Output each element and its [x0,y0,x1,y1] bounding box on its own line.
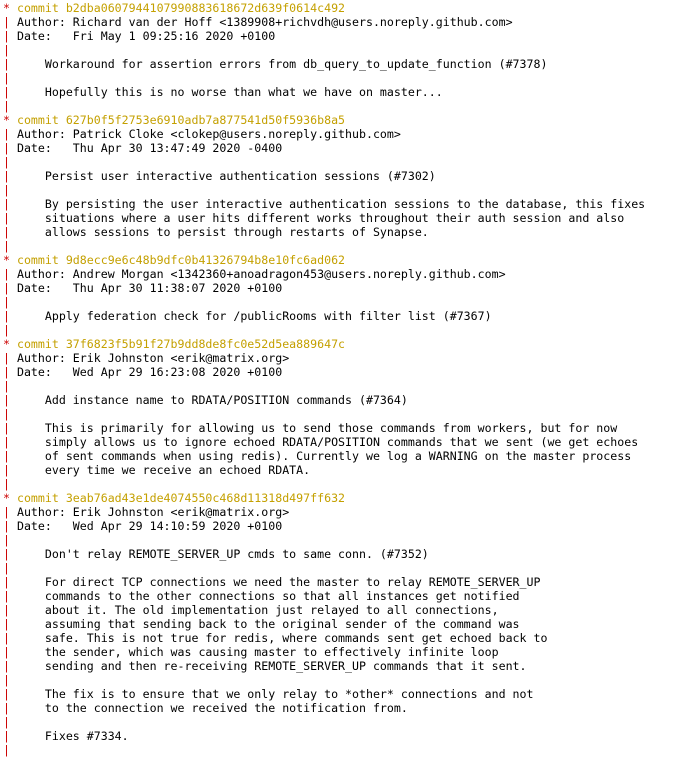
graph-pipe: | [3,323,10,337]
graph-pipe: | [3,659,10,673]
graph-pipe: | [3,141,10,155]
commit-message-line: Hopefully this is no worse than what we have on master... [9,85,443,99]
commit-message-line: By persisting the user interactive authentication sessions to the database, this fixes [9,197,646,211]
graph-pipe: | [3,169,10,183]
graph-pipe: | [3,127,10,141]
commit-message-line: commands to the other connections so that all instances get notified [9,589,520,603]
graph-pipe: | [3,463,10,477]
graph-pipe: | [3,29,10,43]
commit-date: Date: Wed Apr 29 14:10:59 2020 +0100 [9,519,283,533]
commit-message-line: situations where a user hits different works throughout their auth session and also [9,211,625,225]
graph-star-marker: * [3,337,10,351]
graph-pipe: | [3,239,10,253]
graph-pipe: | [3,533,10,547]
graph-pipe: | [3,393,10,407]
graph-pipe: | [3,225,10,239]
graph-pipe: | [3,575,10,589]
commit-author: Author: Erik Johnston <erik@matrix.org> [9,351,290,365]
commit-message-line: Don't relay REMOTE_SERVER_UP cmds to same conn. (#7352) [9,547,429,561]
graph-pipe: | [3,71,10,85]
commit-message-line: to the connection we received the notification from. [9,701,408,715]
commit-hash: commit b2dba0607944107990883618672d639f0614c492 [9,1,346,15]
commit-message-line: sending and then re-receiving REMOTE_SERVER_UP commands that it sent. [9,659,527,673]
graph-pipe: | [3,505,10,519]
commit-author: Author: Andrew Morgan <1342360+anoadragon453@users.noreply.github.com> [9,267,506,281]
graph-star-marker: * [3,1,10,15]
commit-date: Date: Thu Apr 30 11:38:07 2020 +0100 [9,281,283,295]
commit-hash: commit 3eab76ad43e1de4074550c468d11318d497ff632 [9,491,346,505]
commit-author: Author: Erik Johnston <erik@matrix.org> [9,505,290,519]
commit-message-line: safe. This is not true for redis, where commands sent get echoed back to [9,631,548,645]
graph-pipe: | [3,379,10,393]
graph-pipe: | [3,43,10,57]
commit-message-line: Persist user interactive authentication sessions (#7302) [9,169,436,183]
graph-pipe: | [3,85,10,99]
commit-date: Date: Thu Apr 30 13:47:49 2020 -0400 [9,141,283,155]
graph-pipe: | [3,477,10,491]
graph-pipe: | [3,561,10,575]
graph-pipe: | [3,435,10,449]
graph-pipe: | [3,673,10,687]
graph-pipe: | [3,715,10,729]
graph-pipe: | [3,687,10,701]
commit-message-line: every time we receive an echoed RDATA. [9,463,311,477]
commit-message-line: Add instance name to RDATA/POSITION commands (#7364) [9,393,408,407]
graph-pipe: | [3,407,10,421]
commit-message-line: allows sessions to persist through restarts of Synapse. [9,225,429,239]
commit-hash: commit 9d8ecc9e6c48b9dfc0b41326794b8e10fc6ad062 [9,253,346,267]
graph-pipe: | [3,743,10,757]
commit-message-line: about it. The old implementation just relayed to all connections, [9,603,499,617]
graph-pipe: | [3,729,10,743]
commit-message-line: This is primarily for allowing us to send those commands from workers, but for now [9,421,618,435]
commit-message-line: simply allows us to ignore echoed RDATA/POSITION commands that we sent (we get echoes [9,435,639,449]
commit-message-line: The fix is to ensure that we only relay to *other* connections and not [9,687,534,701]
graph-pipe: | [3,57,10,71]
graph-pipe: | [3,365,10,379]
commit-message-line: assuming that sending back to the original sender of the command was [9,617,520,631]
graph-pipe: | [3,99,10,113]
graph-pipe: | [3,449,10,463]
commit-date: Date: Wed Apr 29 16:23:08 2020 +0100 [9,365,283,379]
graph-pipe: | [3,645,10,659]
graph-pipe: | [3,519,10,533]
graph-pipe: | [3,603,10,617]
commit-message-line: Workaround for assertion errors from db_query_to_update_function (#7378) [9,57,548,71]
graph-pipe: | [3,631,10,645]
commit-hash: commit 627b0f5f2753e6910adb7a877541d50f5936b8a5 [9,113,346,127]
commit-author: Author: Richard van der Hoff <1389908+richvdh@users.noreply.github.com> [9,15,513,29]
commit-author: Author: Patrick Cloke <clokep@users.noreply.github.com> [9,127,401,141]
graph-pipe: | [3,211,10,225]
commit-hash: commit 37f6823f5b91f27b9dd8de8fc0e52d5ea889647c [9,337,346,351]
commit-message-line: the sender, which was causing master to effectively infinite loop [9,645,499,659]
commit-date: Date: Fri May 1 09:25:16 2020 +0100 [9,29,276,43]
graph-pipe: | [3,351,10,365]
graph-pipe: | [3,281,10,295]
graph-pipe: | [3,267,10,281]
graph-pipe: | [3,421,10,435]
commit-message-line: For direct TCP connections we need the master to relay REMOTE_SERVER_UP [9,575,541,589]
graph-pipe: | [3,15,10,29]
graph-pipe: | [3,701,10,715]
graph-pipe: | [3,547,10,561]
commit-message-line: of sent commands when using redis). Currently we log a WARNING on the master process [9,449,632,463]
graph-star-marker: * [3,253,10,267]
graph-pipe: | [3,309,10,323]
graph-pipe: | [3,589,10,603]
graph-pipe: | [3,183,10,197]
graph-pipe: | [3,197,10,211]
graph-star-marker: * [3,113,10,127]
graph-star-marker: * [3,491,10,505]
graph-pipe: | [3,155,10,169]
commit-message-line: Apply federation check for /publicRooms with filter list (#7367) [9,309,492,323]
commit-message-line: Fixes #7334. [9,729,129,743]
graph-pipe: | [3,617,10,631]
graph-pipe: | [3,295,10,309]
